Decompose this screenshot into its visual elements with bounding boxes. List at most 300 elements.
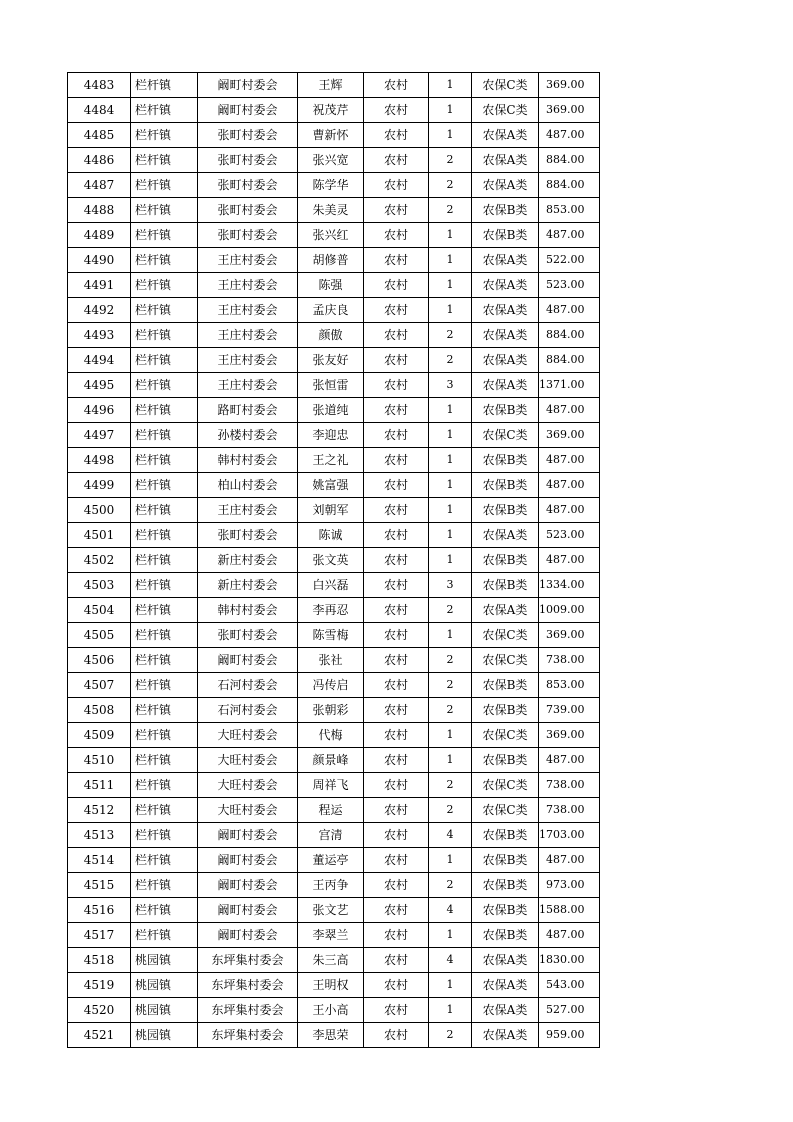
village-committee-cell: 阚町村委会 — [198, 73, 298, 98]
table-row — [68, 148, 600, 173]
table-row — [68, 798, 600, 823]
table-row — [68, 373, 600, 398]
village-committee-cell: 东坪集村委会 — [198, 973, 298, 998]
insurance-category-cell: 农保B类 — [472, 198, 539, 223]
amount-cell: 369.00 — [539, 73, 600, 98]
amount-cell: 523.00 — [539, 523, 600, 548]
person-name-cell: 张恒雷 — [298, 373, 364, 398]
insurance-category-cell: 农保B类 — [472, 573, 539, 598]
amount-cell: 487.00 — [539, 473, 600, 498]
table-row — [68, 248, 600, 273]
amount-cell: 487.00 — [539, 398, 600, 423]
amount-cell: 487.00 — [539, 123, 600, 148]
benefit-roster-table — [67, 72, 600, 1048]
village-committee-cell: 孙楼村委会 — [198, 423, 298, 448]
insurance-category-cell: 农保B类 — [472, 823, 539, 848]
town-cell: 栏杆镇 — [131, 273, 198, 298]
amount-cell: 738.00 — [539, 648, 600, 673]
insurance-category-cell: 农保B类 — [472, 748, 539, 773]
village-committee-cell: 阚町村委会 — [198, 848, 298, 873]
table-row — [68, 348, 600, 373]
amount-cell: 884.00 — [539, 348, 600, 373]
insurance-category-cell: 农保C类 — [472, 648, 539, 673]
amount-cell: 1009.00 — [539, 598, 600, 623]
village-committee-cell: 王庄村委会 — [198, 373, 298, 398]
member-count-cell: 2 — [429, 173, 472, 198]
household-type-cell: 农村 — [364, 173, 429, 198]
household-type-cell: 农村 — [364, 523, 429, 548]
person-name-cell: 刘朝军 — [298, 498, 364, 523]
member-count-cell: 2 — [429, 323, 472, 348]
table-row — [68, 223, 600, 248]
town-cell: 栏杆镇 — [131, 523, 198, 548]
insurance-category-cell: 农保A类 — [472, 1023, 539, 1048]
person-name-cell: 陈学华 — [298, 173, 364, 198]
table-row — [68, 473, 600, 498]
household-type-cell: 农村 — [364, 673, 429, 698]
amount-cell: 522.00 — [539, 248, 600, 273]
village-committee-cell: 张町村委会 — [198, 523, 298, 548]
village-committee-cell: 阚町村委会 — [198, 923, 298, 948]
insurance-category-cell: 农保C类 — [472, 73, 539, 98]
member-count-cell: 4 — [429, 948, 472, 973]
record-number-cell: 4502 — [68, 548, 131, 573]
household-type-cell: 农村 — [364, 373, 429, 398]
insurance-category-cell: 农保A类 — [472, 948, 539, 973]
town-cell: 栏杆镇 — [131, 73, 198, 98]
person-name-cell: 陈强 — [298, 273, 364, 298]
insurance-category-cell: 农保A类 — [472, 598, 539, 623]
table-row — [68, 873, 600, 898]
village-committee-cell: 王庄村委会 — [198, 273, 298, 298]
person-name-cell: 胡修普 — [298, 248, 364, 273]
person-name-cell: 祝茂芹 — [298, 98, 364, 123]
amount-cell: 1334.00 — [539, 573, 600, 598]
amount-cell: 959.00 — [539, 1023, 600, 1048]
insurance-category-cell: 农保C类 — [472, 723, 539, 748]
village-committee-cell: 王庄村委会 — [198, 298, 298, 323]
table-row — [68, 673, 600, 698]
town-cell: 栏杆镇 — [131, 898, 198, 923]
record-number-cell: 4484 — [68, 98, 131, 123]
amount-cell: 884.00 — [539, 148, 600, 173]
household-type-cell: 农村 — [364, 898, 429, 923]
insurance-category-cell: 农保B类 — [472, 698, 539, 723]
table-row — [68, 323, 600, 348]
member-count-cell: 1 — [429, 923, 472, 948]
town-cell: 栏杆镇 — [131, 648, 198, 673]
table-row — [68, 998, 600, 1023]
town-cell: 栏杆镇 — [131, 348, 198, 373]
insurance-category-cell: 农保A类 — [472, 523, 539, 548]
amount-cell: 369.00 — [539, 423, 600, 448]
village-committee-cell: 大旺村委会 — [198, 798, 298, 823]
person-name-cell: 李再忍 — [298, 598, 364, 623]
member-count-cell: 1 — [429, 98, 472, 123]
village-committee-cell: 东坪集村委会 — [198, 1023, 298, 1048]
insurance-category-cell: 农保A类 — [472, 998, 539, 1023]
village-committee-cell: 阚町村委会 — [198, 898, 298, 923]
record-number-cell: 4498 — [68, 448, 131, 473]
person-name-cell: 宫清 — [298, 823, 364, 848]
member-count-cell: 1 — [429, 398, 472, 423]
insurance-category-cell: 农保B类 — [472, 898, 539, 923]
insurance-category-cell: 农保C类 — [472, 98, 539, 123]
village-committee-cell: 张町村委会 — [198, 623, 298, 648]
table-row — [68, 698, 600, 723]
insurance-category-cell: 农保B类 — [472, 873, 539, 898]
household-type-cell: 农村 — [364, 598, 429, 623]
member-count-cell: 1 — [429, 123, 472, 148]
member-count-cell: 1 — [429, 498, 472, 523]
person-name-cell: 王辉 — [298, 73, 364, 98]
town-cell: 栏杆镇 — [131, 123, 198, 148]
person-name-cell: 王明权 — [298, 973, 364, 998]
table-row — [68, 898, 600, 923]
household-type-cell: 农村 — [364, 448, 429, 473]
table-row — [68, 123, 600, 148]
town-cell: 栏杆镇 — [131, 873, 198, 898]
village-committee-cell: 阚町村委会 — [198, 873, 298, 898]
household-type-cell: 农村 — [364, 348, 429, 373]
village-committee-cell: 张町村委会 — [198, 173, 298, 198]
household-type-cell: 农村 — [364, 723, 429, 748]
town-cell: 栏杆镇 — [131, 98, 198, 123]
member-count-cell: 1 — [429, 623, 472, 648]
household-type-cell: 农村 — [364, 73, 429, 98]
household-type-cell: 农村 — [364, 748, 429, 773]
town-cell: 栏杆镇 — [131, 823, 198, 848]
table-row — [68, 273, 600, 298]
amount-cell: 1588.00 — [539, 898, 600, 923]
person-name-cell: 陈雪梅 — [298, 623, 364, 648]
member-count-cell: 4 — [429, 898, 472, 923]
village-committee-cell: 张町村委会 — [198, 123, 298, 148]
town-cell: 栏杆镇 — [131, 548, 198, 573]
member-count-cell: 2 — [429, 773, 472, 798]
member-count-cell: 2 — [429, 348, 472, 373]
record-number-cell: 4508 — [68, 698, 131, 723]
member-count-cell: 1 — [429, 73, 472, 98]
insurance-category-cell: 农保B类 — [472, 673, 539, 698]
amount-cell: 884.00 — [539, 323, 600, 348]
member-count-cell: 1 — [429, 973, 472, 998]
household-type-cell: 农村 — [364, 973, 429, 998]
village-committee-cell: 王庄村委会 — [198, 323, 298, 348]
household-type-cell: 农村 — [364, 198, 429, 223]
amount-cell: 1830.00 — [539, 948, 600, 973]
table-row — [68, 973, 600, 998]
member-count-cell: 2 — [429, 648, 472, 673]
member-count-cell: 3 — [429, 573, 472, 598]
person-name-cell: 李迎忠 — [298, 423, 364, 448]
village-committee-cell: 张町村委会 — [198, 198, 298, 223]
insurance-category-cell: 农保B类 — [472, 448, 539, 473]
record-number-cell: 4507 — [68, 673, 131, 698]
person-name-cell: 王之礼 — [298, 448, 364, 473]
table-row — [68, 498, 600, 523]
table-row — [68, 398, 600, 423]
household-type-cell: 农村 — [364, 698, 429, 723]
amount-cell: 487.00 — [539, 848, 600, 873]
insurance-category-cell: 农保C类 — [472, 423, 539, 448]
town-cell: 栏杆镇 — [131, 673, 198, 698]
record-number-cell: 4517 — [68, 923, 131, 948]
village-committee-cell: 王庄村委会 — [198, 248, 298, 273]
town-cell: 栏杆镇 — [131, 623, 198, 648]
amount-cell: 487.00 — [539, 448, 600, 473]
amount-cell: 487.00 — [539, 498, 600, 523]
village-committee-cell: 东坪集村委会 — [198, 998, 298, 1023]
village-committee-cell: 柏山村委会 — [198, 473, 298, 498]
table-row — [68, 198, 600, 223]
person-name-cell: 张朝彩 — [298, 698, 364, 723]
record-number-cell: 4512 — [68, 798, 131, 823]
insurance-category-cell: 农保C类 — [472, 623, 539, 648]
amount-cell: 853.00 — [539, 673, 600, 698]
record-number-cell: 4483 — [68, 73, 131, 98]
amount-cell: 543.00 — [539, 973, 600, 998]
table-row — [68, 173, 600, 198]
household-type-cell: 农村 — [364, 298, 429, 323]
person-name-cell: 冯传启 — [298, 673, 364, 698]
person-name-cell: 张友好 — [298, 348, 364, 373]
record-number-cell: 4503 — [68, 573, 131, 598]
amount-cell: 369.00 — [539, 623, 600, 648]
table-row — [68, 598, 600, 623]
town-cell: 栏杆镇 — [131, 398, 198, 423]
town-cell: 栏杆镇 — [131, 598, 198, 623]
village-committee-cell: 张町村委会 — [198, 148, 298, 173]
record-number-cell: 4497 — [68, 423, 131, 448]
member-count-cell: 1 — [429, 298, 472, 323]
person-name-cell: 周祥飞 — [298, 773, 364, 798]
table-row — [68, 773, 600, 798]
table-row — [68, 73, 600, 98]
household-type-cell: 农村 — [364, 823, 429, 848]
village-committee-cell: 大旺村委会 — [198, 773, 298, 798]
town-cell: 栏杆镇 — [131, 848, 198, 873]
table-row — [68, 648, 600, 673]
amount-cell: 487.00 — [539, 223, 600, 248]
amount-cell: 487.00 — [539, 748, 600, 773]
table-row — [68, 748, 600, 773]
insurance-category-cell: 农保B类 — [472, 848, 539, 873]
member-count-cell: 1 — [429, 548, 472, 573]
household-type-cell: 农村 — [364, 423, 429, 448]
village-committee-cell: 王庄村委会 — [198, 498, 298, 523]
member-count-cell: 2 — [429, 798, 472, 823]
town-cell: 栏杆镇 — [131, 698, 198, 723]
record-number-cell: 4510 — [68, 748, 131, 773]
record-number-cell: 4493 — [68, 323, 131, 348]
insurance-category-cell: 农保B类 — [472, 223, 539, 248]
person-name-cell: 颜傲 — [298, 323, 364, 348]
record-number-cell: 4495 — [68, 373, 131, 398]
town-cell: 栏杆镇 — [131, 248, 198, 273]
member-count-cell: 3 — [429, 373, 472, 398]
amount-cell: 973.00 — [539, 873, 600, 898]
record-number-cell: 4486 — [68, 148, 131, 173]
household-type-cell: 农村 — [364, 248, 429, 273]
household-type-cell: 农村 — [364, 1023, 429, 1048]
amount-cell: 1371.00 — [539, 373, 600, 398]
record-number-cell: 4520 — [68, 998, 131, 1023]
record-number-cell: 4504 — [68, 598, 131, 623]
household-type-cell: 农村 — [364, 998, 429, 1023]
table-row — [68, 523, 600, 548]
village-committee-cell: 阚町村委会 — [198, 648, 298, 673]
town-cell: 栏杆镇 — [131, 498, 198, 523]
person-name-cell: 代梅 — [298, 723, 364, 748]
town-cell: 栏杆镇 — [131, 173, 198, 198]
table-row — [68, 823, 600, 848]
record-number-cell: 4485 — [68, 123, 131, 148]
record-number-cell: 4519 — [68, 973, 131, 998]
amount-cell: 369.00 — [539, 723, 600, 748]
record-number-cell: 4491 — [68, 273, 131, 298]
household-type-cell: 农村 — [364, 398, 429, 423]
record-number-cell: 4501 — [68, 523, 131, 548]
town-cell: 栏杆镇 — [131, 448, 198, 473]
town-cell: 栏杆镇 — [131, 773, 198, 798]
household-type-cell: 农村 — [364, 798, 429, 823]
member-count-cell: 1 — [429, 248, 472, 273]
household-type-cell: 农村 — [364, 498, 429, 523]
person-name-cell: 张文英 — [298, 548, 364, 573]
household-type-cell: 农村 — [364, 148, 429, 173]
table-row — [68, 98, 600, 123]
village-committee-cell: 路町村委会 — [198, 398, 298, 423]
insurance-category-cell: 农保B类 — [472, 548, 539, 573]
record-number-cell: 4490 — [68, 248, 131, 273]
table-row — [68, 298, 600, 323]
town-cell: 栏杆镇 — [131, 798, 198, 823]
table-body — [68, 73, 600, 1048]
member-count-cell: 1 — [429, 848, 472, 873]
household-type-cell: 农村 — [364, 323, 429, 348]
person-name-cell: 张文艺 — [298, 898, 364, 923]
village-committee-cell: 石河村委会 — [198, 698, 298, 723]
member-count-cell: 2 — [429, 598, 472, 623]
town-cell: 栏杆镇 — [131, 473, 198, 498]
person-name-cell: 陈诚 — [298, 523, 364, 548]
amount-cell: 523.00 — [539, 273, 600, 298]
record-number-cell: 4487 — [68, 173, 131, 198]
amount-cell: 739.00 — [539, 698, 600, 723]
town-cell: 桃园镇 — [131, 973, 198, 998]
amount-cell: 853.00 — [539, 198, 600, 223]
person-name-cell: 王丙争 — [298, 873, 364, 898]
amount-cell: 487.00 — [539, 298, 600, 323]
member-count-cell: 2 — [429, 148, 472, 173]
village-committee-cell: 石河村委会 — [198, 673, 298, 698]
town-cell: 栏杆镇 — [131, 373, 198, 398]
insurance-category-cell: 农保A类 — [472, 298, 539, 323]
record-number-cell: 4521 — [68, 1023, 131, 1048]
town-cell: 栏杆镇 — [131, 923, 198, 948]
person-name-cell: 程运 — [298, 798, 364, 823]
person-name-cell: 颜景峰 — [298, 748, 364, 773]
record-number-cell: 4496 — [68, 398, 131, 423]
amount-cell: 369.00 — [539, 98, 600, 123]
person-name-cell: 张兴宽 — [298, 148, 364, 173]
record-number-cell: 4505 — [68, 623, 131, 648]
record-number-cell: 4494 — [68, 348, 131, 373]
town-cell: 桃园镇 — [131, 948, 198, 973]
town-cell: 栏杆镇 — [131, 423, 198, 448]
person-name-cell: 李翠兰 — [298, 923, 364, 948]
table-row — [68, 923, 600, 948]
amount-cell: 738.00 — [539, 798, 600, 823]
person-name-cell: 曹新怀 — [298, 123, 364, 148]
table-row — [68, 573, 600, 598]
table-row — [68, 623, 600, 648]
household-type-cell: 农村 — [364, 848, 429, 873]
insurance-category-cell: 农保B类 — [472, 473, 539, 498]
person-name-cell: 姚富强 — [298, 473, 364, 498]
insurance-category-cell: 农保A类 — [472, 973, 539, 998]
household-type-cell: 农村 — [364, 123, 429, 148]
member-count-cell: 2 — [429, 673, 472, 698]
table-row — [68, 448, 600, 473]
village-committee-cell: 新庄村委会 — [198, 548, 298, 573]
insurance-category-cell: 农保C类 — [472, 773, 539, 798]
town-cell: 栏杆镇 — [131, 223, 198, 248]
insurance-category-cell: 农保B类 — [472, 498, 539, 523]
insurance-category-cell: 农保A类 — [472, 323, 539, 348]
town-cell: 栏杆镇 — [131, 573, 198, 598]
person-name-cell: 张社 — [298, 648, 364, 673]
table-row — [68, 848, 600, 873]
household-type-cell: 农村 — [364, 223, 429, 248]
town-cell: 桃园镇 — [131, 1023, 198, 1048]
village-committee-cell: 大旺村委会 — [198, 723, 298, 748]
record-number-cell: 4516 — [68, 898, 131, 923]
village-committee-cell: 大旺村委会 — [198, 748, 298, 773]
village-committee-cell: 阚町村委会 — [198, 98, 298, 123]
village-committee-cell: 韩村村委会 — [198, 448, 298, 473]
person-name-cell: 朱美灵 — [298, 198, 364, 223]
table-row — [68, 948, 600, 973]
town-cell: 栏杆镇 — [131, 723, 198, 748]
person-name-cell: 朱三高 — [298, 948, 364, 973]
table-row — [68, 723, 600, 748]
record-number-cell: 4514 — [68, 848, 131, 873]
household-type-cell: 农村 — [364, 873, 429, 898]
member-count-cell: 1 — [429, 748, 472, 773]
member-count-cell: 1 — [429, 998, 472, 1023]
amount-cell: 738.00 — [539, 773, 600, 798]
village-committee-cell: 阚町村委会 — [198, 823, 298, 848]
insurance-category-cell: 农保B类 — [472, 398, 539, 423]
member-count-cell: 1 — [429, 473, 472, 498]
member-count-cell: 1 — [429, 273, 472, 298]
insurance-category-cell: 农保A类 — [472, 173, 539, 198]
record-number-cell: 4513 — [68, 823, 131, 848]
member-count-cell: 1 — [429, 523, 472, 548]
person-name-cell: 董运亭 — [298, 848, 364, 873]
household-type-cell: 农村 — [364, 623, 429, 648]
household-type-cell: 农村 — [364, 923, 429, 948]
insurance-category-cell: 农保A类 — [472, 273, 539, 298]
town-cell: 栏杆镇 — [131, 298, 198, 323]
household-type-cell: 农村 — [364, 948, 429, 973]
village-committee-cell: 张町村委会 — [198, 223, 298, 248]
person-name-cell: 孟庆良 — [298, 298, 364, 323]
member-count-cell: 4 — [429, 823, 472, 848]
amount-cell: 884.00 — [539, 173, 600, 198]
